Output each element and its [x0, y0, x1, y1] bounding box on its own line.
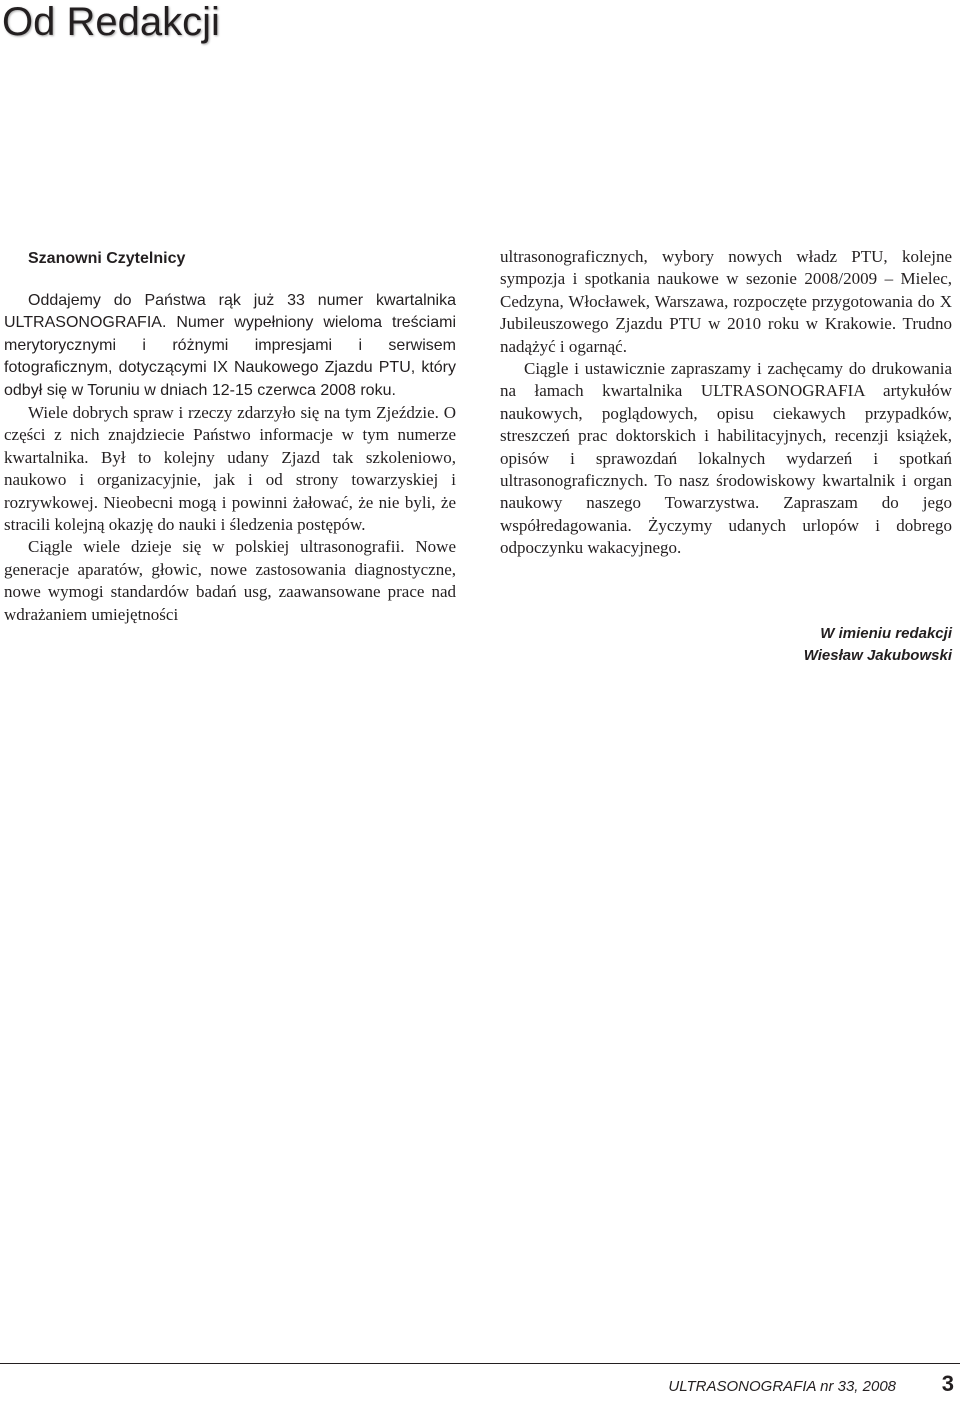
article-paragraph: Wiele dobrych spraw i rzeczy zdarzyło się na tym Zjeździe. O części z nich znajdziecie Państwo informacje w tym numerze kwartalnika. Był to kolejny udany Zjazd tak szkoleniowo, naukowo i organizacyjnie, jak i od strony towarzyskiej i rozrywkowej. Nieobecni mogą i powinni żałować, że nie byli, że stracili kolejną okazję do nauki i śledzenia postępów.	[4, 403, 456, 535]
page-title: Od Redakcji	[2, 0, 220, 44]
article-paragraph: Ciągle i ustawicznie zapraszamy i zachęcamy do drukowania na łamach kwartalnika ULTRASONOGRAFIA artykułów naukowych, poglądowych, opisu ciekawych przypadków, streszczeń prac doktorskich i habilitacyjnych, recenzji książek, opisów i sprawozdań lokalnych wydarzeń i spotkań ultrasonograficznych. To nasz środowiskowy kwartalnik i organ naukowy naszego Towarzystwa. Zapraszam do jego współredagowania. Życzymy udanych urlopów i dobrego odpoczynku wakacyjnego.	[500, 359, 952, 558]
footer-divider	[0, 1363, 960, 1364]
page-number: 3	[941, 1371, 954, 1396]
article-paragraph: Oddajemy do Państwa rąk już 33 numer kwartalnika ULTRASONOGRAFIA. Numer wypełniony wieloma treściami merytorycznymi i różnymi impresjami i serwisem fotograficznym, dotyczącymi IX Naukowego Zjazdu PTU, który odbył się w Toruniu w dniach 12-15 czerwca 2008 roku.	[4, 292, 456, 399]
signature-line-role: W imieniu redakcji	[820, 625, 952, 642]
article-right-column	[500, 246, 952, 560]
article-paragraph: ultrasonograficznych, wybory nowych władz PTU, kolejne sympozja i spotkania naukowe w sezonie 2008/2009 – Mielec, Cedzyna, Włocławek, Warszawa, rozpoczęte przygotowania do X Jubileuszowego Zjazdu PTU w 2010 roku w Krakowie. Trudno nadążyć i ogarnąć.	[500, 247, 952, 356]
editorial-signature	[600, 623, 952, 667]
footer-journal-info: ULTRASONOGRAFIA nr 33, 2008	[668, 1378, 896, 1395]
article-left-column	[4, 290, 456, 626]
article-paragraph: Ciągle wiele dzieje się w polskiej ultrasonografii. Nowe generacje aparatów, głowic, nowe zastosowania diagnostyczne, nowe wymogi standardów badań usg, zaawansowane prace nad wdrażaniem umiejętności	[4, 537, 456, 624]
signature-line-name: Wiesław Jakubowski	[803, 647, 952, 664]
greeting-heading: Szanowni Czytelnicy	[28, 250, 186, 267]
